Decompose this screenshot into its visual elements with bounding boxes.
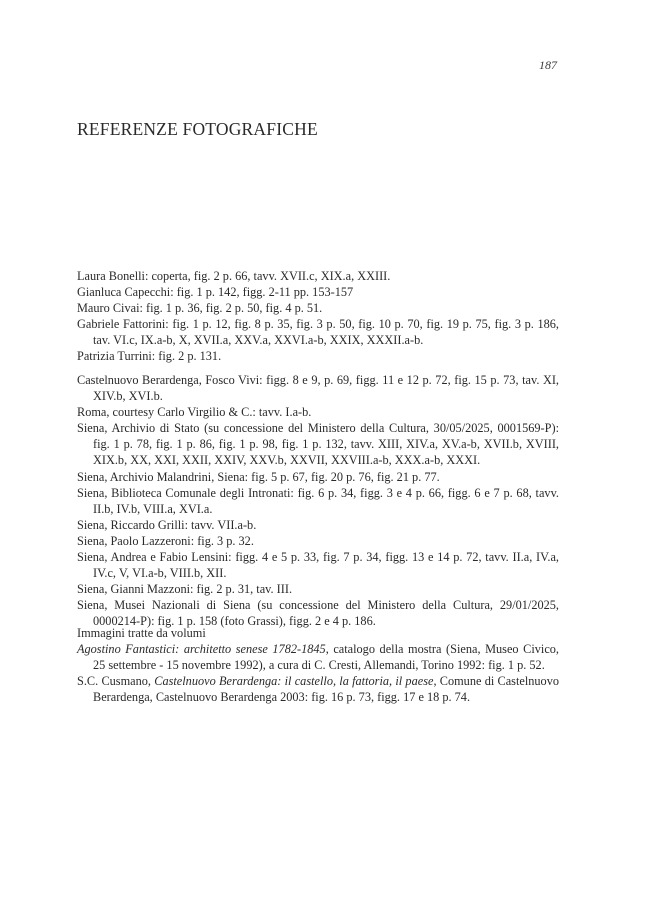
volume-title-italic: Castelnuovo Berardenga: il castello, la fattoria, il paese [154,674,434,689]
credit-entry: Gianluca Capecchi: fig. 1 p. 142, figg. 2-11 pp. 153-157 [77,285,354,300]
credit-entry: Gabriele Fattorini: fig. 1 p. 12, fig. 8 p. 35, fig. 3 p. 50, fig. 10 p. 70, fig. 19 p. 75, fig. 3 p. 186, tav. VI.c, IX.a-b, X, XVII.a, XXV.a, XXVI.a-b, XXIX, XXXII.a-b. [77,317,559,348]
section-heading: REFERENZE FOTOGRAFICHE [77,119,318,139]
volume-title-italic: Agostino Fantastici: architetto senese 1782-1845 [77,642,326,657]
credit-entry: Siena, Paolo Lazzeroni: fig. 3 p. 32. [77,533,254,548]
credit-entry: Siena, Andrea e Fabio Lensini: figg. 4 e 5 p. 33, fig. 7 p. 34, figg. 13 e 14 p. 72, tavv. II.a, IV.a, IV.c, V, VI.a-b, VIII.b, XII. [77,550,559,581]
credit-entry: Siena, Archivio di Stato (su concessione del Ministero della Cultura, 30/05/2025, 0001569-P): fig. 1 p. 78, fig. 1 p. 86, fig. 1 p. 98, fig. 1 p. 132, tavv. XIII, XIV.a, XV.a-b, XVII.b, XVIII, XIX.b, XX, XXI, XXII, XXIV, XXV.b, XXVII, XXVIII.a-b, XXX.a-b, XXXI. [77,421,559,468]
volume-entry [77,673,559,705]
credit-entry: Laura Bonelli: coperta, fig. 2 p. 66, tavv. XVII.c, XIX.a, XXIII. [77,269,391,283]
credit-entry: Siena, Musei Nazionali di Siena (su concessione del Ministero della Cultura, 29/01/2025, 0000214-P): fig. 1 p. 158 (foto Grassi), figg. 2 e 4 p. 186. [77,598,559,629]
credit-entry: Roma, courtesy Carlo Virgilio & C.: tavv. I.a-b. [77,405,312,420]
volumes-section [77,625,559,705]
photographers-list [77,268,559,365]
institutions-list [77,372,559,630]
credit-entry: Siena, Gianni Mazzoni: fig. 2 p. 31, tav. III. [77,582,293,597]
volume-entry [77,641,559,673]
credit-entry: Mauro Civai: fig. 1 p. 36, fig. 2 p. 50, fig. 4 p. 51. [77,301,323,316]
volume-details: , Comune di Castelnuovo Berardenga, Castelnuovo Berardenga 2003: fig. 16 p. 73, figg. 17 e 18 p. 74. [93,674,559,705]
credit-entry: Siena, Riccardo Grilli: tavv. VII.a-b. [77,517,257,532]
credit-entry: Castelnuovo Berardenga, Fosco Vivi: figg. 8 e 9, p. 69, figg. 11 e 12 p. 72, fig. 15 p. 73, tav. XI, XIV.b, XVI.b. [77,373,559,404]
credit-entry: Patrizia Turrini: fig. 2 p. 131. [77,349,222,364]
credit-entry: Siena, Biblioteca Comunale degli Intronati: fig. 6 p. 34, figg. 3 e 4 p. 66, figg. 6 e 7 p. 68, tavv. II.b, IV.b, VIII.a, XVI.a. [77,485,559,516]
credit-entry: Siena, Archivio Malandrini, Siena: fig. 5 p. 67, fig. 20 p. 76, fig. 21 p. 77. [77,469,440,484]
page-number: 187 [539,58,557,72]
volume-details: , catalogo della mostra (Siena, Museo Civico, 25 settembre - 15 novembre 1992), a cura di C. Cresti, Allemandi, Torino 1992: fig. 1 p. 52. [93,642,559,673]
volume-author: S.C. Cusmano, [77,674,155,689]
volumes-title: Immagini tratte da volumi [77,626,206,640]
